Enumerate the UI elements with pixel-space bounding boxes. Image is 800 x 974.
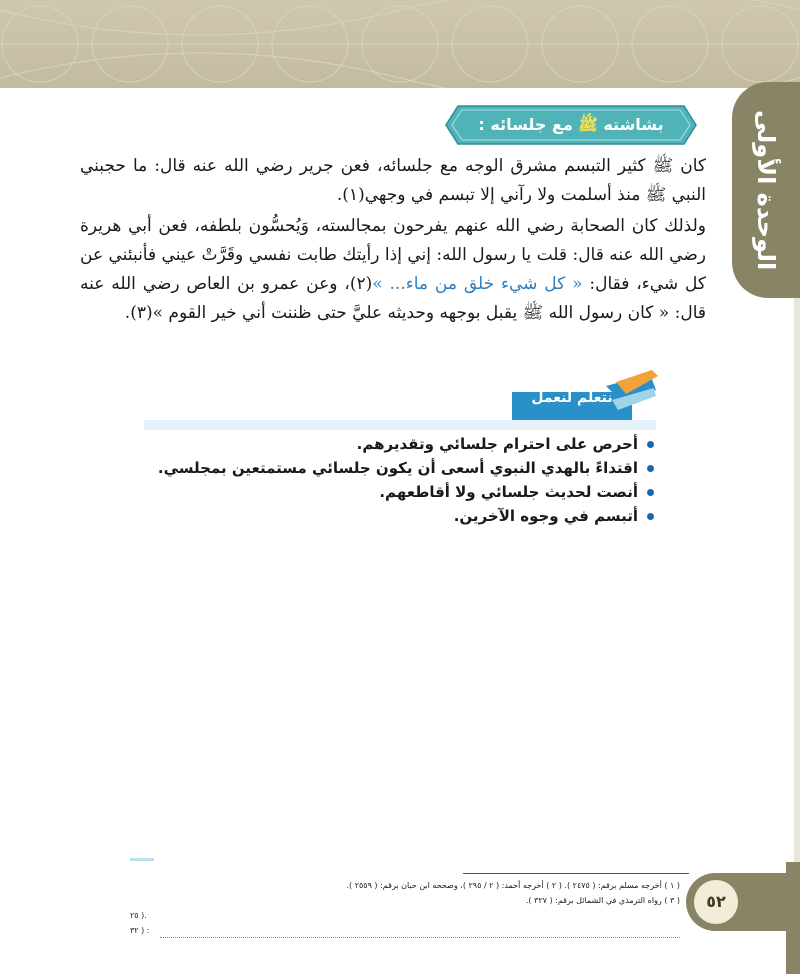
learn-rule: [144, 420, 656, 430]
list-item-text: أتبسم في وجوه الآخرين.: [453, 507, 638, 525]
header-pattern: [0, 0, 800, 88]
paragraph-1-text: كان ﷺ كثير التبسم مشرق الوجه مع جلسائه، فعن جرير رضي الله عنه قال: ما حجبني النبي ﷺ منذ أسلمت ولا رآني إلا تبسم في وجهي(١).: [80, 156, 706, 205]
footnote-line-1: ( ١ ) أخرجه مسلم برقم: ( ٢٤٧٥ ). ( ٢ ) أخرجه أحمد: ( ٢ / ٢٩٥ )، وصححه ابن حبان برقم: ( ٢٥٥٩ ).: [346, 881, 680, 890]
paragraph-2: [80, 212, 706, 328]
list-item-text: أحرص على احترام جلسائي وتقديرهم.: [356, 435, 638, 453]
list-item: [144, 456, 656, 480]
footnote-stray-2: : ( ٣٢: [130, 926, 150, 935]
list-item: [144, 480, 656, 504]
blue-mark: [130, 858, 154, 861]
footnote-rule: [463, 873, 689, 874]
bullet-icon: [647, 513, 654, 520]
paragraph-2-text-b: (٢)، وعن عمرو بن العاص رضي الله عنه قال: « كان رسول الله ﷺ يقبل بوجهه وحديثه عليَّ حتى ظننت أني خير القوم »(٣).: [80, 274, 706, 323]
list-item-text: اقتداءً بالهدي النبوي أسعى أن يكون جلسائي مستمتعين بمجلسي.: [157, 459, 638, 477]
section-title-honorific: ﷺ: [578, 115, 598, 134]
section-title: [444, 104, 698, 146]
bullet-icon: [647, 489, 654, 496]
section-title-after: مع جلسائه :: [478, 115, 573, 134]
list-item: [144, 432, 656, 456]
side-right-block: [786, 862, 800, 974]
paragraph-2-quote: « كل شيء خلق من ماء... »: [372, 274, 583, 294]
paragraph-2-text-a: ولذلك كان الصحابة رضي الله عنهم يفرحون بمجالسته، وَيُحسُّون بلطفه، فعن أبي هريرة رضي الله عنه قال: قلت يا رسول الله: إني إذا رأيتك طابت نفسي وقَرَّتْ عيني فأنبئني عن كل شيء، فقال:: [80, 216, 707, 294]
list-item: [144, 504, 656, 528]
header-band: [0, 0, 800, 88]
edge-dotted-line: [160, 937, 680, 938]
learn-list: [144, 432, 656, 528]
bullet-icon: [647, 441, 654, 448]
footnote-line-2: ( ٣ ) رواه الترمذي في الشمائل برقم: ( ٣٢٧ ).: [525, 896, 680, 905]
learn-label: نتعلم لنعمل: [531, 390, 613, 406]
paragraph-1: [80, 152, 706, 210]
footnote-stray-1: .( ٢٥: [130, 911, 147, 920]
list-item-text: أنصت لحديث جلسائي ولا أقاطعهم.: [379, 483, 638, 501]
unit-label: الوحدة الأولى: [752, 109, 780, 271]
page-number: ٥٢: [694, 880, 738, 924]
bullet-icon: [647, 465, 654, 472]
section-title-before: بشاشته: [603, 115, 664, 134]
